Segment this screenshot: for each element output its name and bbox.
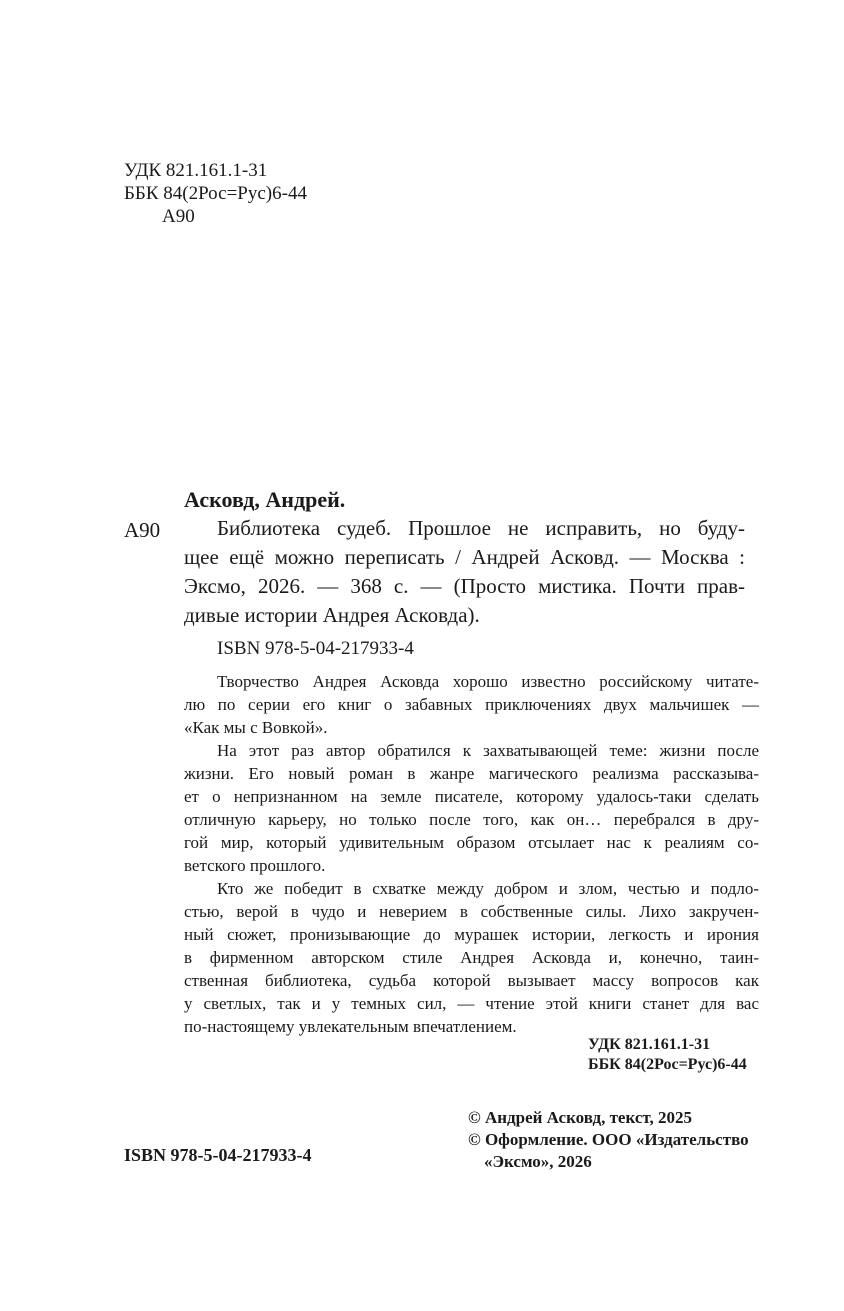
annotation-line: по-настоящему увлекательным впечатлением. <box>184 1017 517 1036</box>
annotation-line: жизни. Его новый роман в жанре магического реализма рассказыва- <box>184 764 759 783</box>
copyright-design-cont: «Эксмо», 2026 <box>484 1152 592 1171</box>
top-bbk: ББК 84(2Рос=Рус)6-44 <box>124 183 307 204</box>
entry-isbn: ISBN 978-5-04-217933-4 <box>217 638 414 659</box>
annotation-line: отличную карьеру, но только после того, как он… перебрался в дру- <box>184 810 759 829</box>
annotation-line: у светлых, так и у темных сил, — чтение этой книги станет для вас <box>184 994 759 1013</box>
annotation-line: ветского прошлого. <box>184 856 326 875</box>
author-heading: Асковд, Андрей. <box>184 487 346 512</box>
annotation-line: Творчество Андрея Асковда хорошо известно российскому читате- <box>217 672 759 691</box>
description-line: Библиотека судеб. Прошлое не исправить, но буду- <box>217 516 745 540</box>
annotation-line: «Как мы с Вовкой». <box>184 718 328 737</box>
annotation-line: Кто же победит в схватке между добром и злом, честью и подло- <box>217 879 759 898</box>
annotation-line: лю по серии его книг о забавных приключениях двух мальчишек — <box>184 695 759 714</box>
annotation-line: гой мир, который удивительным образом отсылает нас к реалиям со- <box>184 833 759 852</box>
annotation-line: На этот раз автор обратился к захватывающей теме: жизни после <box>217 741 759 760</box>
copyright-text: © Андрей Асковд, текст, 2025 <box>468 1108 692 1127</box>
annotation-line: стью, верой в чудо и неверием в собственные силы. Лихо закручен- <box>184 902 759 921</box>
annotation-line: в фирменном авторском стиле Андрея Асковда и, конечно, таин- <box>184 948 759 967</box>
description-line: дивые истории Андрея Асковда). <box>184 603 480 627</box>
top-author-mark: А90 <box>162 206 195 227</box>
annotation-line: ный сюжет, пронизывающие до мурашек истории, легкость и ирония <box>184 925 759 944</box>
top-udk: УДК 821.161.1-31 <box>124 160 268 181</box>
bottom-isbn: ISBN 978-5-04-217933-4 <box>124 1145 312 1165</box>
description-line: Эксмо, 2026. — 368 с. — (Просто мистика. Почти прав- <box>184 574 745 598</box>
annotation-line: ственная библиотека, судьба которой вызывает массу вопросов как <box>184 971 759 990</box>
annotation-line: ет о непризнанном на земле писателе, которому удалось-таки сделать <box>184 787 759 806</box>
copyright-design: © Оформление. ООО «Издательство <box>468 1130 749 1149</box>
description-line: щее ещё можно переписать / Андрей Асковд. — Москва : <box>184 545 745 569</box>
entry-mark: А90 <box>124 518 161 542</box>
bottom-udk: УДК 821.161.1-31 <box>588 1036 711 1053</box>
bottom-bbk: ББК 84(2Рос=Рус)6-44 <box>588 1056 747 1073</box>
